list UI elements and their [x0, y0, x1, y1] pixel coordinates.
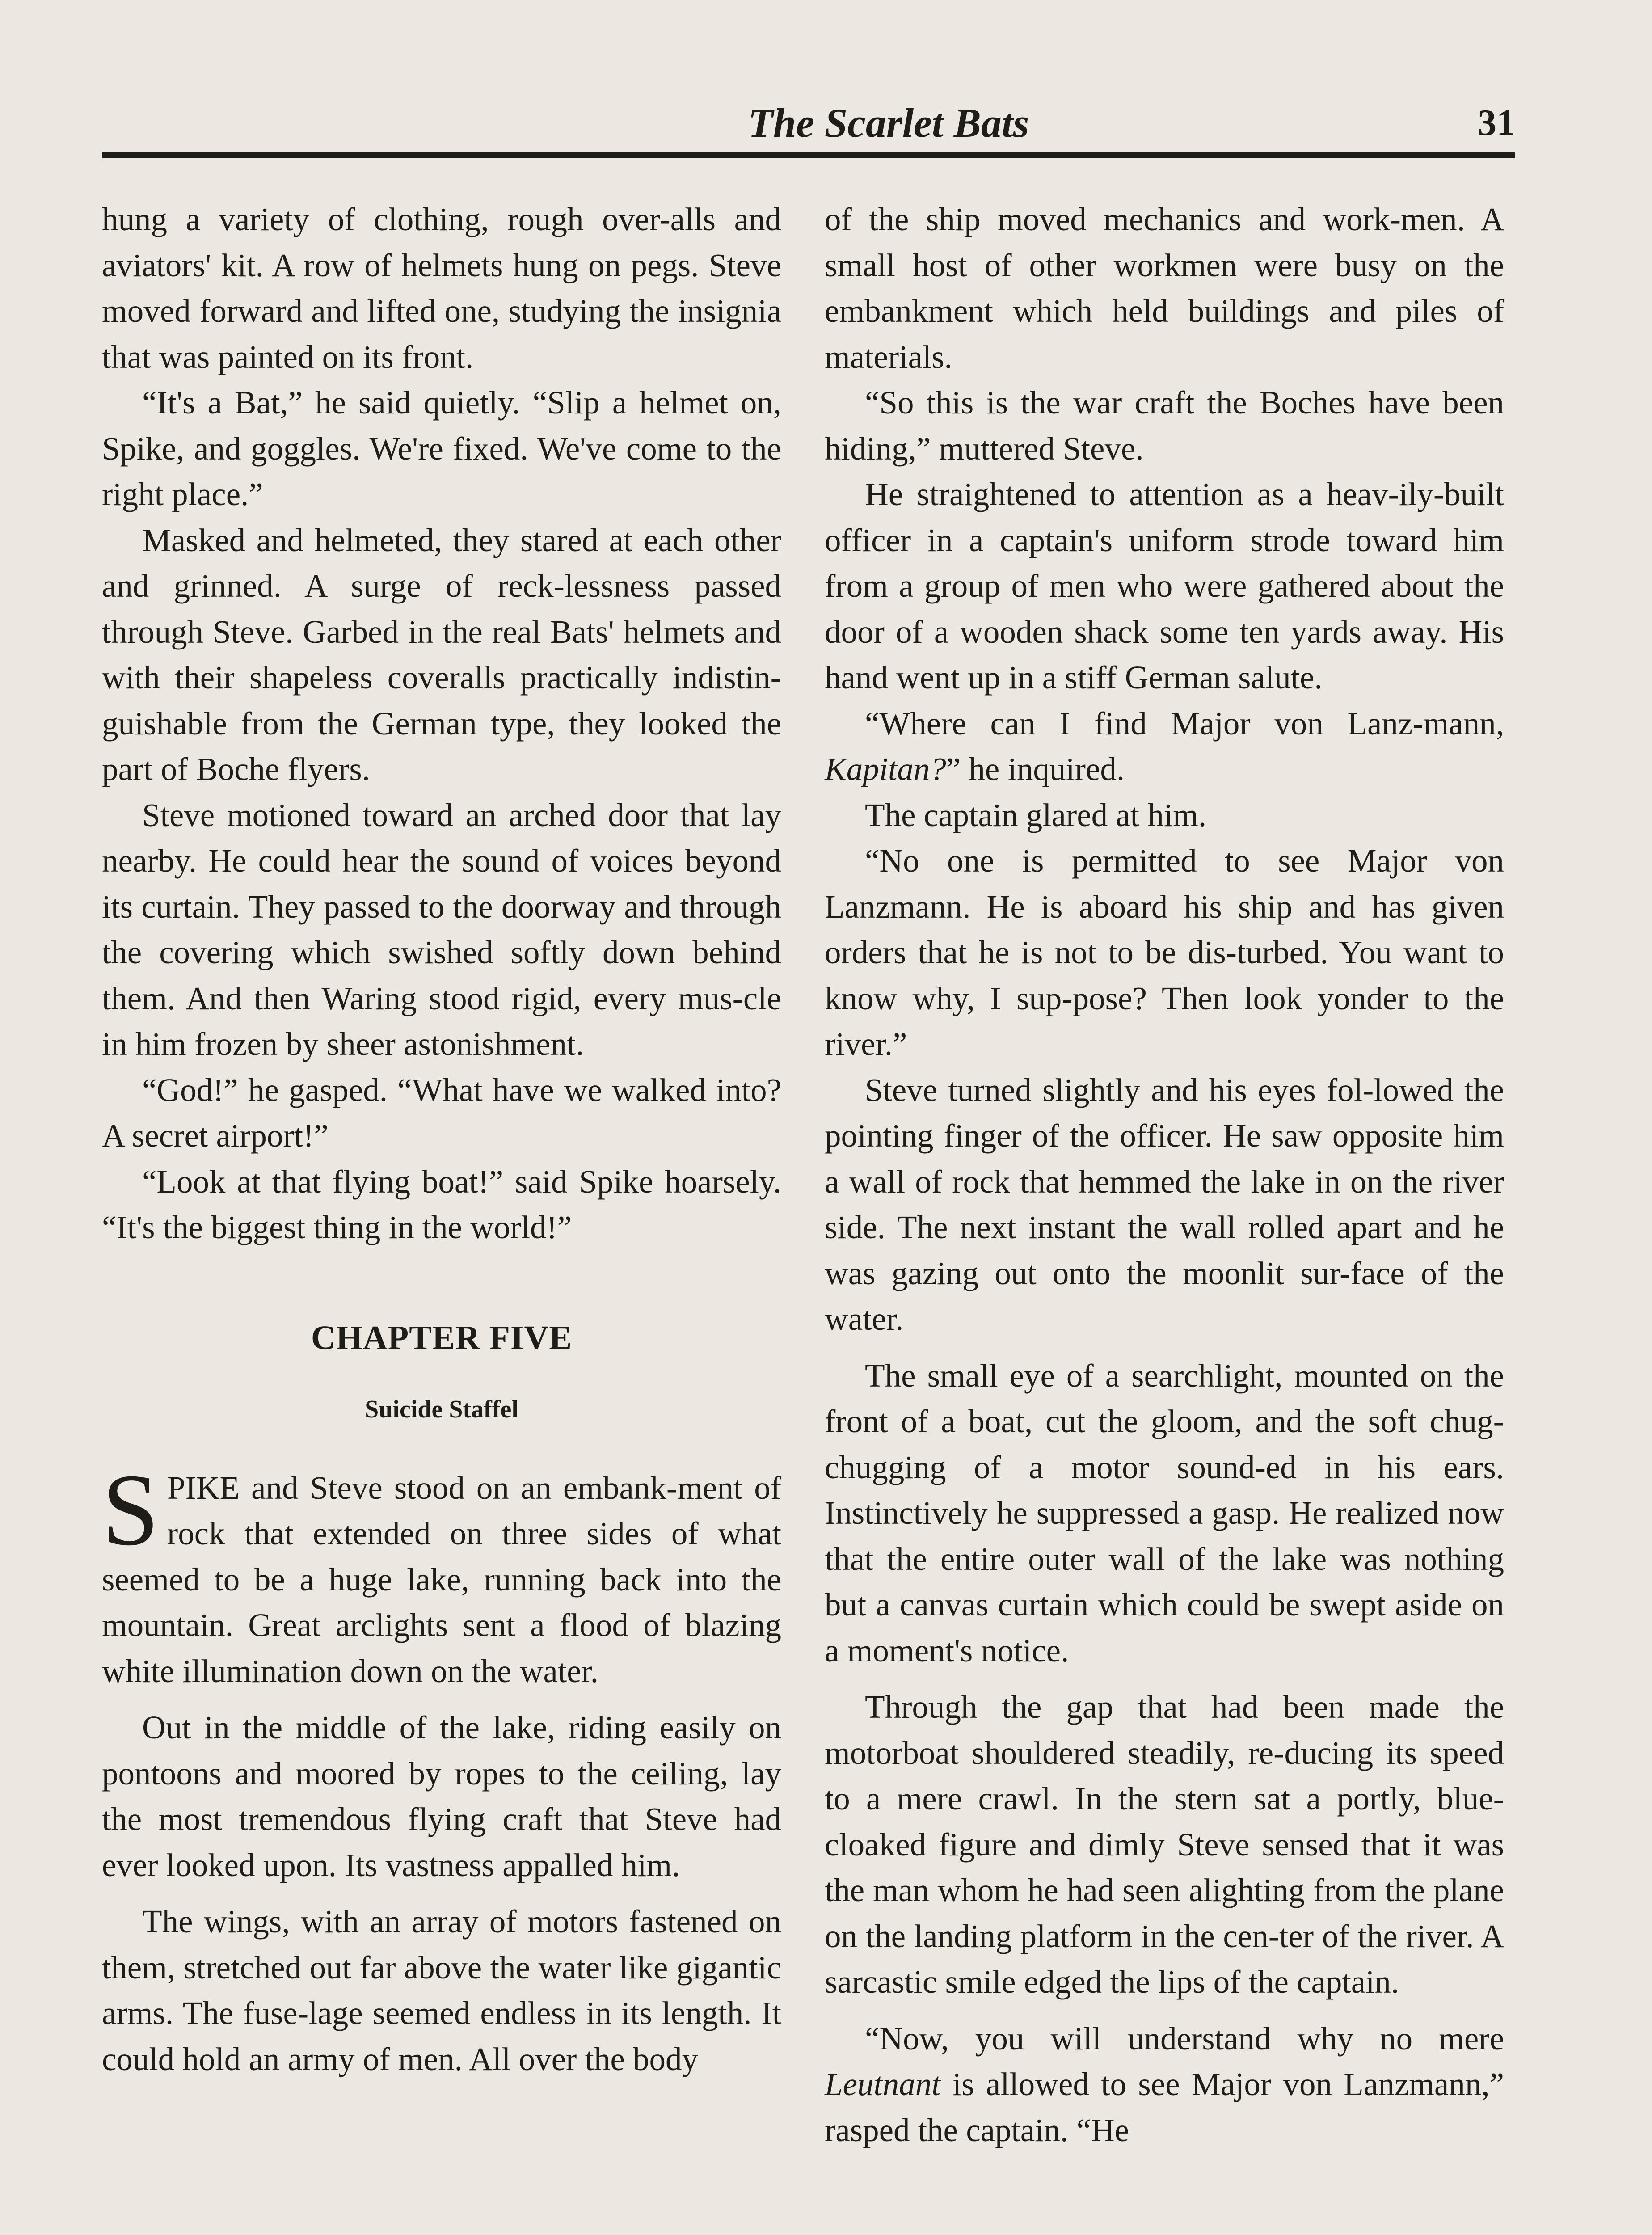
paragraph: Steve turned slightly and his eyes fol-lowed the pointing finger of the officer. He saw opposite him a wall of rock that hemmed the lake in on the river side. The next instant the wall rolled apart and he was gazing out onto the moonlit sur-face of the water.	[825, 1071, 1504, 1337]
paragraph: The captain glared at him.	[865, 797, 1207, 833]
paragraph: Out in the middle of the lake, riding easily on pontoons and moored by ropes to the ceiling, lay the most tremendous flying craft that Steve had ever looked upon. Its vastness appalled him.	[102, 1709, 781, 1883]
paragraph: He straightened to attention as a heav-ily-built officer in a captain's uniform strode toward him from a group of men who were gathered about the door of a wooden shack some ten yards away. His hand went up in a stiff German salute.	[825, 476, 1504, 696]
paragraph: The wings, with an array of motors fastened on them, stretched out far above the water like gigantic arms. The fuse-lage seemed endless in its length. It could hold an army of men. All over the body	[102, 1903, 781, 2077]
chapter-subtitle: Suicide Staffel	[365, 1395, 518, 1423]
paragraph: “No one is permitted to see Major von Lanzmann. He is aboard his ship and has given orders that he is not to be dis-turbed. You want to know why, I sup-pose? Then look yonder to the river.”	[825, 843, 1504, 1062]
right-column	[825, 197, 1504, 2235]
left-column	[102, 197, 781, 2235]
text-run: is allowed to see Major von Lanzmann,” rasped the captain. “He	[825, 2066, 1504, 2148]
header-rule	[102, 152, 1515, 158]
page-header	[102, 94, 1515, 152]
paragraph: hung a variety of clothing, rough over-alls and aviators' kit. A row of helmets hung on pegs. Steve moved forward and lifted one, studying the insignia that was painted on its front.	[102, 201, 781, 375]
paragraph: of the ship moved mechanics and work-men. A small host of other workmen were busy on the embankment which held buildings and piles of materials.	[825, 201, 1504, 375]
paragraph: “It's a Bat,” he said quietly. “Slip a helmet on, Spike, and goggles. We're fixed. We've come to the right place.”	[102, 384, 781, 512]
opening-paragraph	[102, 1452, 781, 1695]
paragraph-text: PIKE and Steve stood on an embank-ment of rock that extended on three sides of what seemed to be a huge lake, running back into the mountain. Great arclights sent a flood of blazing white illumination down on the water.	[102, 1469, 781, 1689]
paragraph: Steve motioned toward an arched door that lay nearby. He could hear the sound of voices beyond its curtain. They passed to the doorway and through the covering which swished softly down behind them. And then Waring stood rigid, every mus-cle in him frozen by sheer astonishment.	[102, 797, 781, 1062]
text-run: “Where can I find Major von Lanz-mann,	[865, 705, 1504, 742]
paragraph: “So this is the war craft the Boches have been hiding,” muttered Steve.	[825, 384, 1504, 467]
paragraph: “God!” he gasped. “What have we walked into? A secret airport!”	[102, 1071, 781, 1154]
paragraph: Masked and helmeted, they stared at each other and grinned. A surge of reck-lessness passed through Steve. Garbed in the real Bats' helmets and with their shapeless coveralls practically indistin-guishable from the German type, they looked the part of Boche flyers.	[102, 522, 781, 787]
chapter-heading: CHAPTER FIVE	[311, 1319, 573, 1357]
running-title: The Scarlet Bats	[748, 100, 1029, 146]
paragraph	[825, 701, 1504, 793]
text-run: “Now, you will understand why no mere	[865, 2020, 1504, 2057]
text-run: ” he inquired.	[946, 751, 1125, 787]
italic-text: Kapitan?	[825, 751, 946, 787]
italic-text: Leutnant	[825, 2066, 941, 2102]
paragraph	[825, 2016, 1504, 2154]
paragraph: Through the gap that had been made the motorboat shouldered steadily, re-ducing its speed to a mere crawl. In the stern sat a portly, blue-cloaked figure and dimly Steve sensed that it was the man whom he had seen alighting from the plane on the landing platform in the cen-ter of the river. A sarcastic smile edged the lips of the captain.	[825, 1689, 1504, 2000]
paragraph: The small eye of a searchlight, mounted on the front of a boat, cut the gloom, and the soft chug-chugging of a motor sound-ed in his ears. Instinctively he suppressed a gasp. He realized now that the entire outer wall of the lake was nothing but a canvas curtain which could be swept aside on a moment's notice.	[825, 1357, 1504, 1669]
drop-cap: S	[102, 1452, 159, 1567]
page-number: 31	[1478, 102, 1515, 143]
paragraph: “Look at that flying boat!” said Spike hoarsely. “It's the biggest thing in the world!”	[102, 1163, 781, 1245]
